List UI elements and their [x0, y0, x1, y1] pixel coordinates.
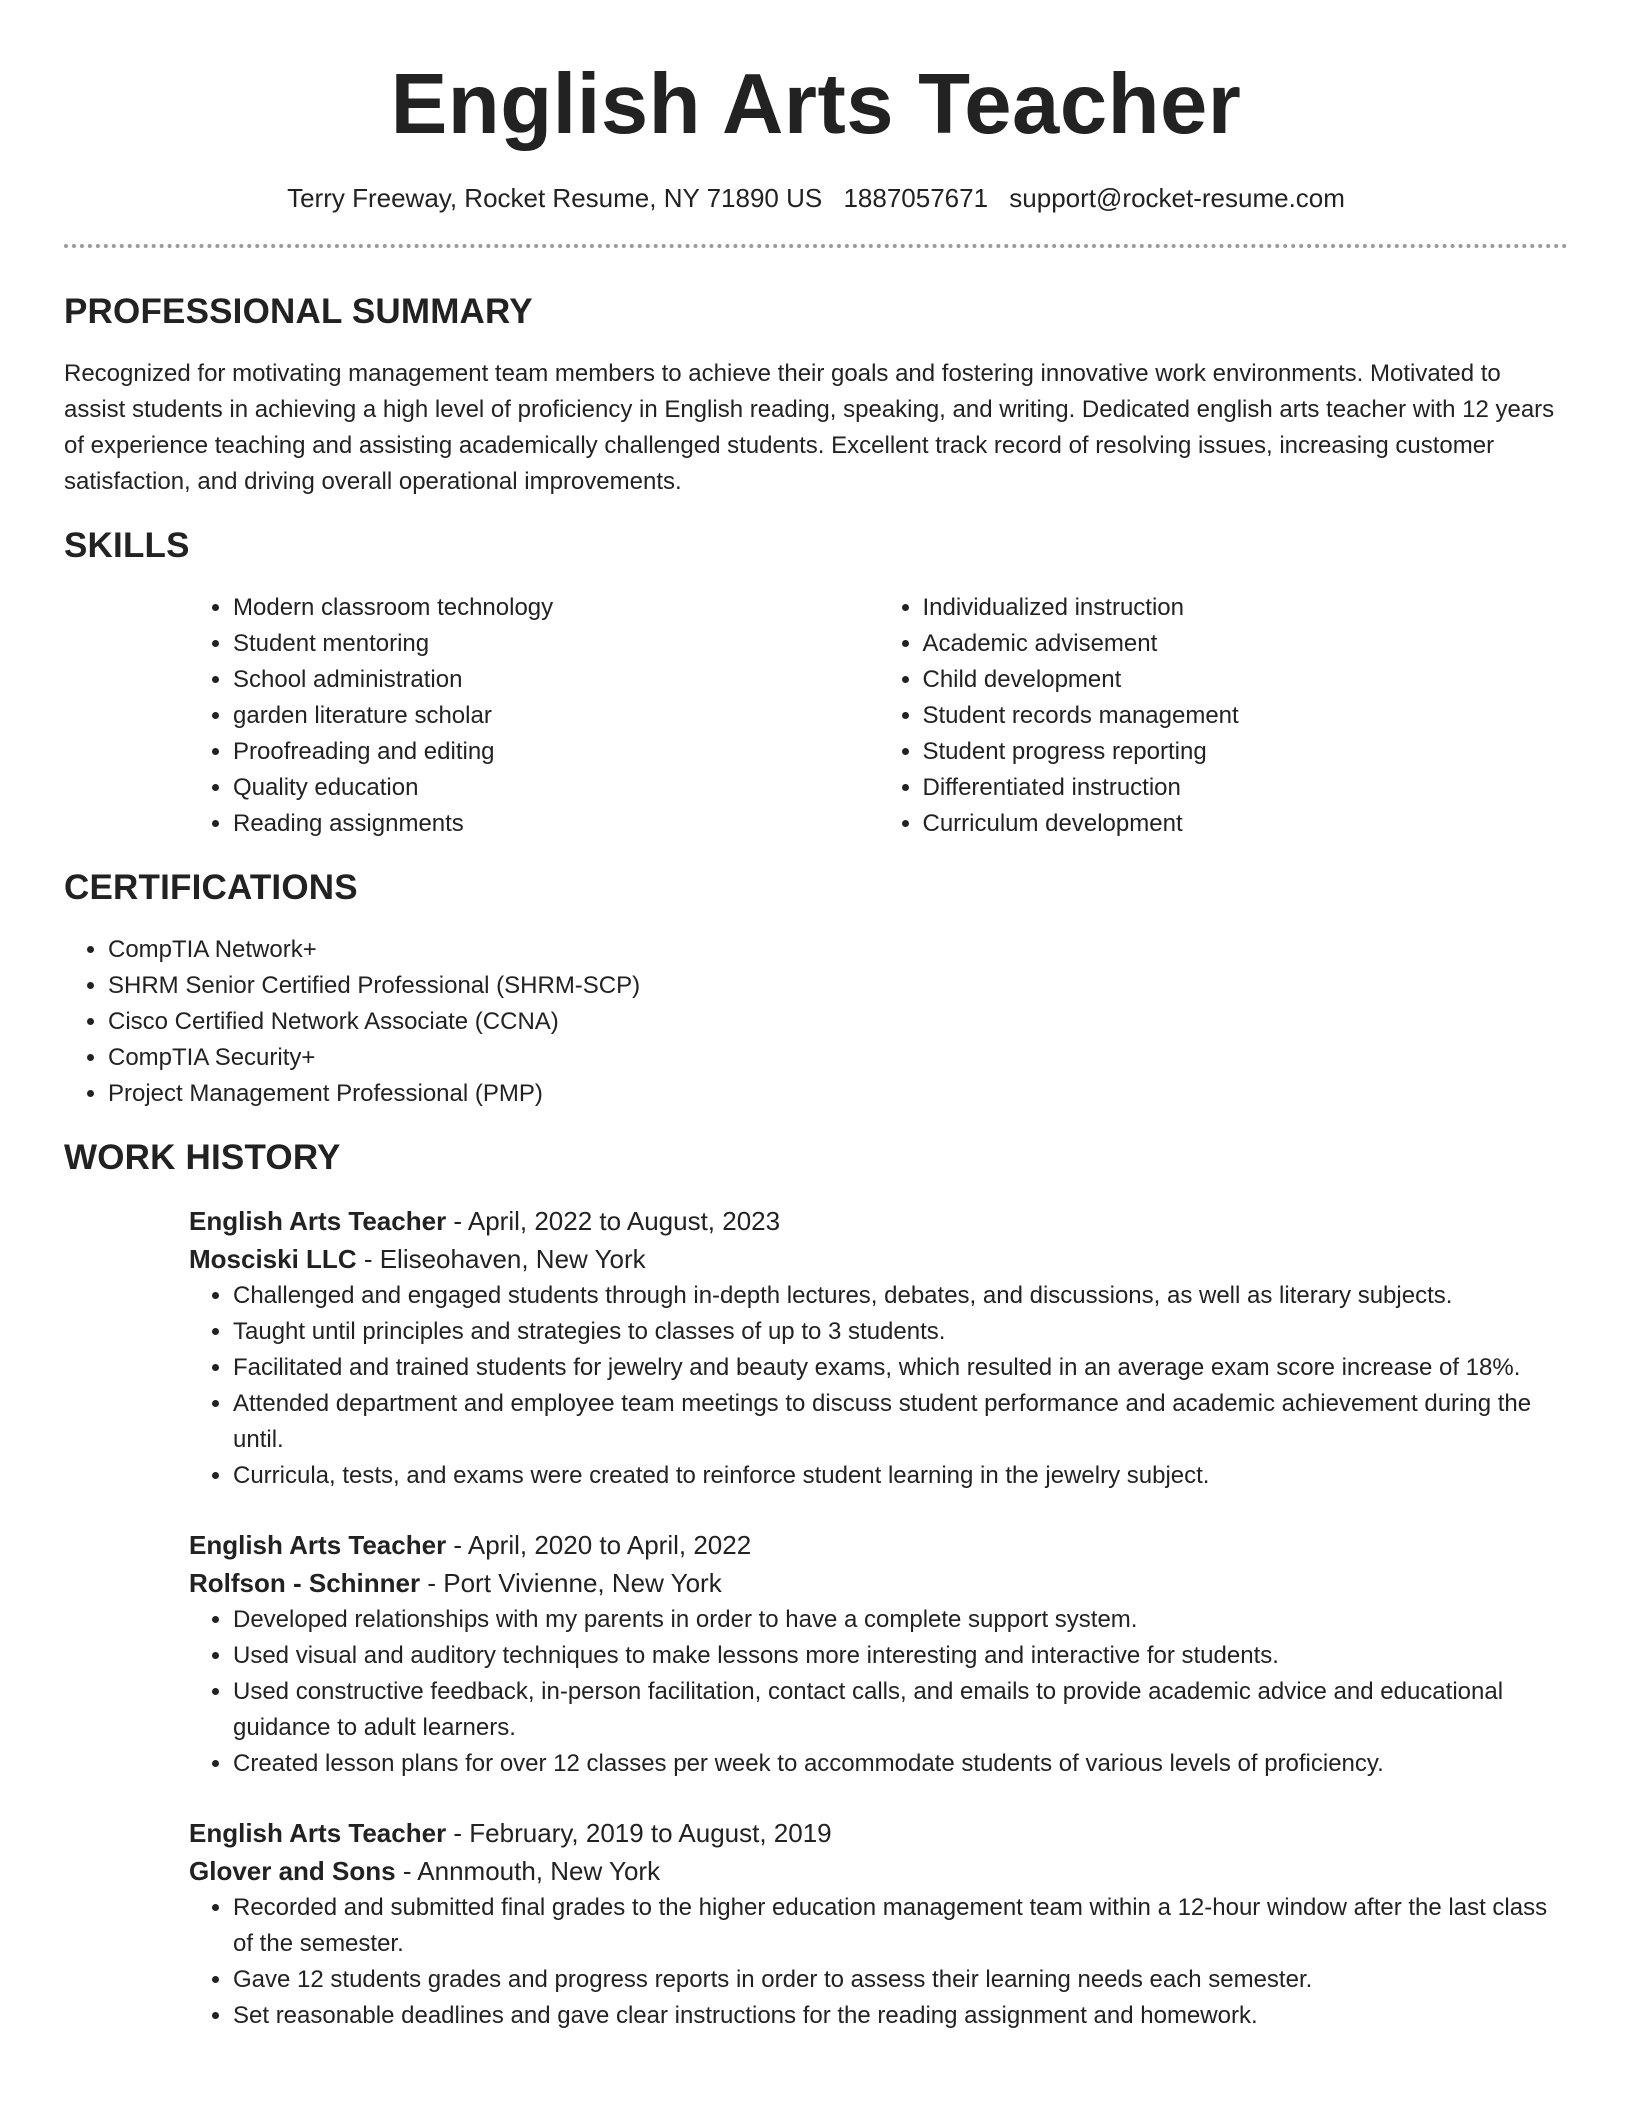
list-item: • Set reasonable deadlines and gave clear instructions for the reading assignment and homework. [233, 1998, 1568, 2034]
certifications-list [64, 932, 1568, 1112]
job-company-line: Rolfson - Schinner - Port Vivienne, New York [189, 1568, 722, 1598]
list-item: • Proofreading and editing [233, 734, 879, 770]
job-company: Glover and Sons [189, 1856, 396, 1886]
job-bullets [189, 1890, 1568, 2034]
list-item: • Student records management [923, 698, 1569, 734]
work-section [64, 1138, 1568, 2034]
job-location: Eliseohaven, New York [379, 1244, 646, 1274]
job-company: Mosciski LLC [189, 1244, 357, 1274]
list-item: • CompTIA Security+ [108, 1040, 1568, 1076]
list-item: • Curricula, tests, and exams were created to reinforce student learning in the jewelry subject. [233, 1458, 1568, 1494]
header-divider [64, 244, 1568, 248]
contact-address: Terry Freeway, Rocket Resume, NY 71890 US [287, 183, 823, 213]
job-dates: April, 2020 to April, 2022 [467, 1530, 752, 1560]
list-item: • Child development [923, 662, 1569, 698]
skills-list-left [189, 590, 879, 842]
list-item: • Student progress reporting [923, 734, 1569, 770]
job-title: English Arts Teacher [189, 1818, 447, 1848]
job-location: Port Vivienne, New York [443, 1568, 722, 1598]
list-item: • Developed relationships with my parents in order to have a complete support system. [233, 1602, 1568, 1638]
work-heading: WORK HISTORY [64, 1138, 341, 1177]
contact-email: support@rocket-resume.com [1009, 183, 1345, 213]
job-company-line: Mosciski LLC - Eliseohaven, New York [189, 1244, 646, 1274]
list-item: • garden literature scholar [233, 698, 879, 734]
list-item: • Cisco Certified Network Associate (CCNA) [108, 1004, 1568, 1040]
list-item: • Attended department and employee team meetings to discuss student performance and academic achievement during the until. [233, 1386, 1568, 1458]
list-item: • Project Management Professional (PMP) [108, 1076, 1568, 1112]
job-company-line: Glover and Sons - Annmouth, New York [189, 1856, 661, 1886]
job-location: Annmouth, New York [417, 1856, 661, 1886]
list-item: • Used visual and auditory techniques to make lessons more interesting and interactive for students. [233, 1638, 1568, 1674]
summary-section [64, 292, 1568, 500]
list-item: • Challenged and engaged students through in-depth lectures, debates, and discussions, as well as literary subjects. [233, 1278, 1568, 1314]
job-title: English Arts Teacher [189, 1206, 447, 1236]
list-item: • School administration [233, 662, 879, 698]
list-item: • Facilitated and trained students for jewelry and beauty exams, which resulted in an average exam score increase of 18%. [233, 1350, 1568, 1386]
job-title-line: English Arts Teacher - April, 2020 to April, 2022 [189, 1530, 752, 1560]
job-dates: April, 2022 to August, 2023 [467, 1206, 781, 1236]
list-item: • Gave 12 students grades and progress reports in order to assess their learning needs each semester. [233, 1962, 1568, 1998]
job-company: Rolfson - Schinner [189, 1568, 421, 1598]
list-item: • Used constructive feedback, in-person facilitation, contact calls, and emails to provide academic advice and educational guidance to adult learners. [233, 1674, 1568, 1746]
list-item: • Student mentoring [233, 626, 879, 662]
list-item: • Curriculum development [923, 806, 1569, 842]
list-item: • CompTIA Network+ [108, 932, 1568, 968]
list-item: • Recorded and submitted final grades to the higher education management team within a 12-hour window after the last class of the semester. [233, 1890, 1568, 1962]
skills-grid [189, 590, 1568, 842]
list-item: • Academic advisement [923, 626, 1569, 662]
job-entry [189, 1526, 1568, 1782]
job-title: English Arts Teacher [189, 1530, 447, 1560]
contact-line [64, 183, 1568, 214]
list-item: • Modern classroom technology [233, 590, 879, 626]
list-item: • SHRM Senior Certified Professional (SHRM-SCP) [108, 968, 1568, 1004]
skills-heading: SKILLS [64, 526, 190, 565]
list-item: • Individualized instruction [923, 590, 1569, 626]
certifications-section [64, 868, 1568, 1112]
list-item: • Created lesson plans for over 12 classes per week to accommodate students of various levels of proficiency. [233, 1746, 1568, 1782]
list-item: • Differentiated instruction [923, 770, 1569, 806]
summary-text: Recognized for motivating management team members to achieve their goals and fostering innovative work environments. Motivated to assist students in achieving a high level of proficiency in English reading, speaking, and writing. Dedicated english arts teacher with 12 years of experience teaching and assisting academically challenged students. Excellent track record of resolving issues, increasing customer satisfaction, and driving overall operational improvements. [64, 360, 1555, 495]
resume-title: English Arts Teacher [390, 57, 1242, 152]
job-title-line: English Arts Teacher - April, 2022 to August, 2023 [189, 1206, 781, 1236]
list-item: • Quality education [233, 770, 879, 806]
job-title-line: English Arts Teacher - February, 2019 to August, 2019 [189, 1818, 832, 1848]
job-bullets [189, 1278, 1568, 1494]
contact-phone: 1887057671 [843, 183, 989, 213]
job-dates: February, 2019 to August, 2019 [469, 1818, 832, 1848]
list-item: • Taught until principles and strategies to classes of up to 3 students. [233, 1314, 1568, 1350]
list-item: • Reading assignments [233, 806, 879, 842]
job-entry [189, 1814, 1568, 2034]
job-bullets [189, 1602, 1568, 1782]
skills-list-right [879, 590, 1569, 842]
certifications-heading: CERTIFICATIONS [64, 868, 358, 907]
summary-heading: PROFESSIONAL SUMMARY [64, 292, 533, 331]
skills-section [64, 526, 1568, 842]
job-entry [189, 1202, 1568, 1494]
